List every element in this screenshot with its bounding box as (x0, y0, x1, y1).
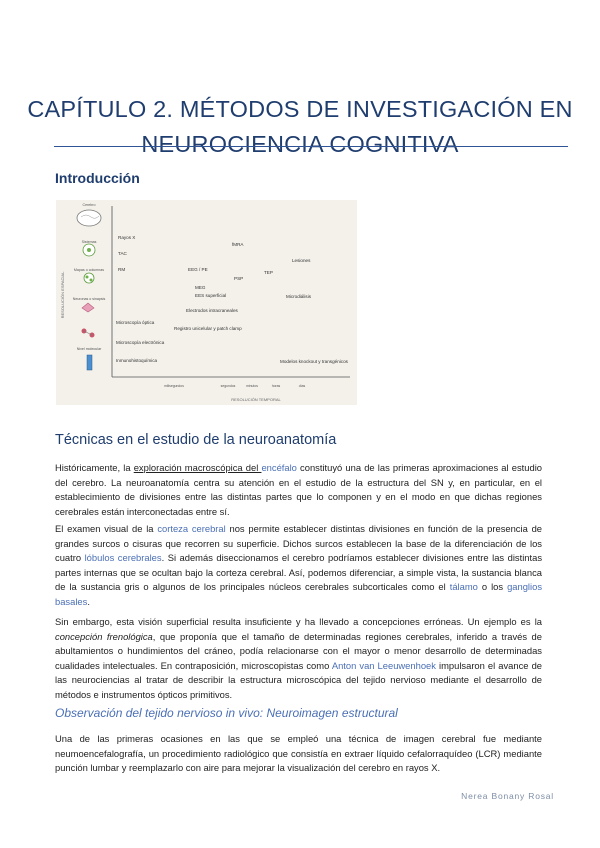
method-label: MEG (195, 285, 206, 290)
link-encefalo[interactable]: encéfalo (261, 462, 297, 473)
method-label: TAC (118, 251, 127, 256)
chapter-title-line1: CAPÍTULO 2. MÉTODOS DE INVESTIGACIÓN EN (27, 95, 573, 122)
time-tick-s: segundos (220, 384, 236, 388)
text: constituyó una de las primeras aproximaciones al estudio del cerebro. La neuroanatomía centra su atención en el estudio de la estructura del SN y, en particular, en el establecimiento de divisiones entre las distintas partes que lo componen y en el modo en que dichas regiones cerebrales están interconectadas entre sí. (55, 462, 542, 517)
x-axis-label: RESOLUCIÓN TEMPORAL (231, 397, 281, 402)
scale-icons (77, 210, 101, 370)
scale-label-maps: Mapas o columnas (73, 268, 105, 272)
scale-label-neurons: Neuronas o sinapsis (72, 297, 106, 301)
text: impulsaron el avance de las neurociencias al tratar de describir la estructura microscópica del tejido nervioso mediante el desarrollo de métodos e instrumentos ópticos primitivos. (55, 659, 542, 700)
link-anton-van-leeuwenhoek[interactable]: Anton van Leeuwenhoek (331, 659, 436, 671)
time-tick-ms: milisegundos (164, 384, 184, 388)
method-label: EES superficial (195, 293, 227, 298)
text: Históricamente, la (55, 462, 134, 473)
link-talamo[interactable]: tálamo (449, 581, 478, 593)
method-label: Microdiálisis (286, 294, 312, 299)
title-divider (54, 146, 568, 147)
brain-icon (77, 210, 101, 226)
paragraph-2 (55, 522, 542, 610)
paragraph-1 (55, 461, 542, 519)
scale-label-molecular: Nivel molecular (76, 347, 102, 351)
text: nos permite establecer distintas divisiones en función de la presencia de grandes surcos o cisuras que recorren su superficie. Dichos surcos establecen la base de la diferenciación de los cuatro (55, 523, 543, 564)
link-lobulos-cerebrales[interactable]: lóbulos cerebrales (84, 552, 162, 564)
methods-resolution-figure (56, 200, 357, 405)
intro-heading: Introducción (55, 170, 140, 186)
tube-icon (87, 355, 92, 370)
map-icon (84, 273, 94, 283)
author-footer: Nerea Bonany Rosal (461, 791, 554, 801)
text: Sin embargo, esta visión superficial resulta insuficiente y ha llevado a concepciones erróneas. Un ejemplo es la (55, 616, 542, 627)
time-tick-d: días (298, 384, 306, 388)
scale-label-brain: Cerebro (82, 203, 96, 207)
method-label: EEG / PE (188, 267, 208, 272)
method-label: Electrodos intracraneales (186, 308, 238, 313)
method-label: Modelos knockout y transgénicos (280, 359, 348, 364)
text: El examen visual de la (55, 523, 158, 534)
time-tick-h: horas (271, 384, 281, 388)
method-label: RM (118, 267, 126, 272)
chapter-title (20, 92, 580, 162)
method-label: Registro unicelular y patch clamp (174, 326, 242, 331)
method-label: TEP (264, 270, 273, 275)
neuron-icon (82, 303, 94, 312)
emphasis-concepcion-frenologica: concepción frenológica (55, 630, 153, 642)
text: , que proponía que el tamaño de determinadas regiones cerebrales, inferido a través de abultamientos o hundimientos del cráneo, podía relacionarse con el mayor o menor desarrollo de determinadas cualidades intelectuales. En contraposición, microscopistas como (55, 630, 542, 671)
method-label: Rayos X (118, 235, 136, 240)
method-label: Lesiones (292, 258, 311, 263)
scale-label-systems: Sistemas (81, 240, 97, 244)
link-ganglios-basales[interactable]: ganglios basales (55, 581, 543, 607)
text: . (87, 595, 90, 607)
paragraph-3 (55, 615, 542, 703)
text: . Si además diseccionamos el cerebro podríamos establecer divisiones entre las distintas partes internas que se ocultan bajo la corteza cerebral. Así, podemos diferenciar, a simple vista, la sustancia blanca de la sustancia gris o algunos de los principales núcleos cerebrales subcorticales como el (55, 552, 543, 593)
method-label: Microscopía óptica (116, 320, 155, 325)
method-label: Microscopía electrónica (116, 340, 165, 345)
paragraph-4: Una de las primeras ocasiones en las que se empleó una técnica de imagen cerebral fue mediante neumoencefalografía, un procedimiento radiológico que consistía en extraer líquido cefalorraquídeo (LCR) mediante punción lumbar y reemplazarlo con aire para mejorar la visualización del cerebro en rayos X. (55, 733, 542, 774)
subsection-heading: Observación del tejido nervioso in vivo: Neuroimagen estructural (55, 706, 398, 720)
link-exploracion[interactable]: exploración macroscópica del (133, 462, 262, 473)
figure-graphic (56, 200, 357, 405)
link-corteza-cerebral[interactable]: corteza cerebral (157, 523, 226, 534)
section-heading: Técnicas en el estudio de la neuroanatomía (55, 432, 337, 448)
text: o los (477, 581, 508, 593)
method-label: Inmunohistoquímica (116, 358, 158, 363)
method-label: PSP (234, 276, 244, 281)
chapter-title-line2: NEUROCIENCIA COGNITIVA (141, 130, 459, 157)
method-label: fMRA (232, 242, 244, 247)
time-tick-min: minutos (246, 384, 258, 388)
y-axis-label: RESOLUCIÓN ESPACIAL (60, 271, 65, 319)
